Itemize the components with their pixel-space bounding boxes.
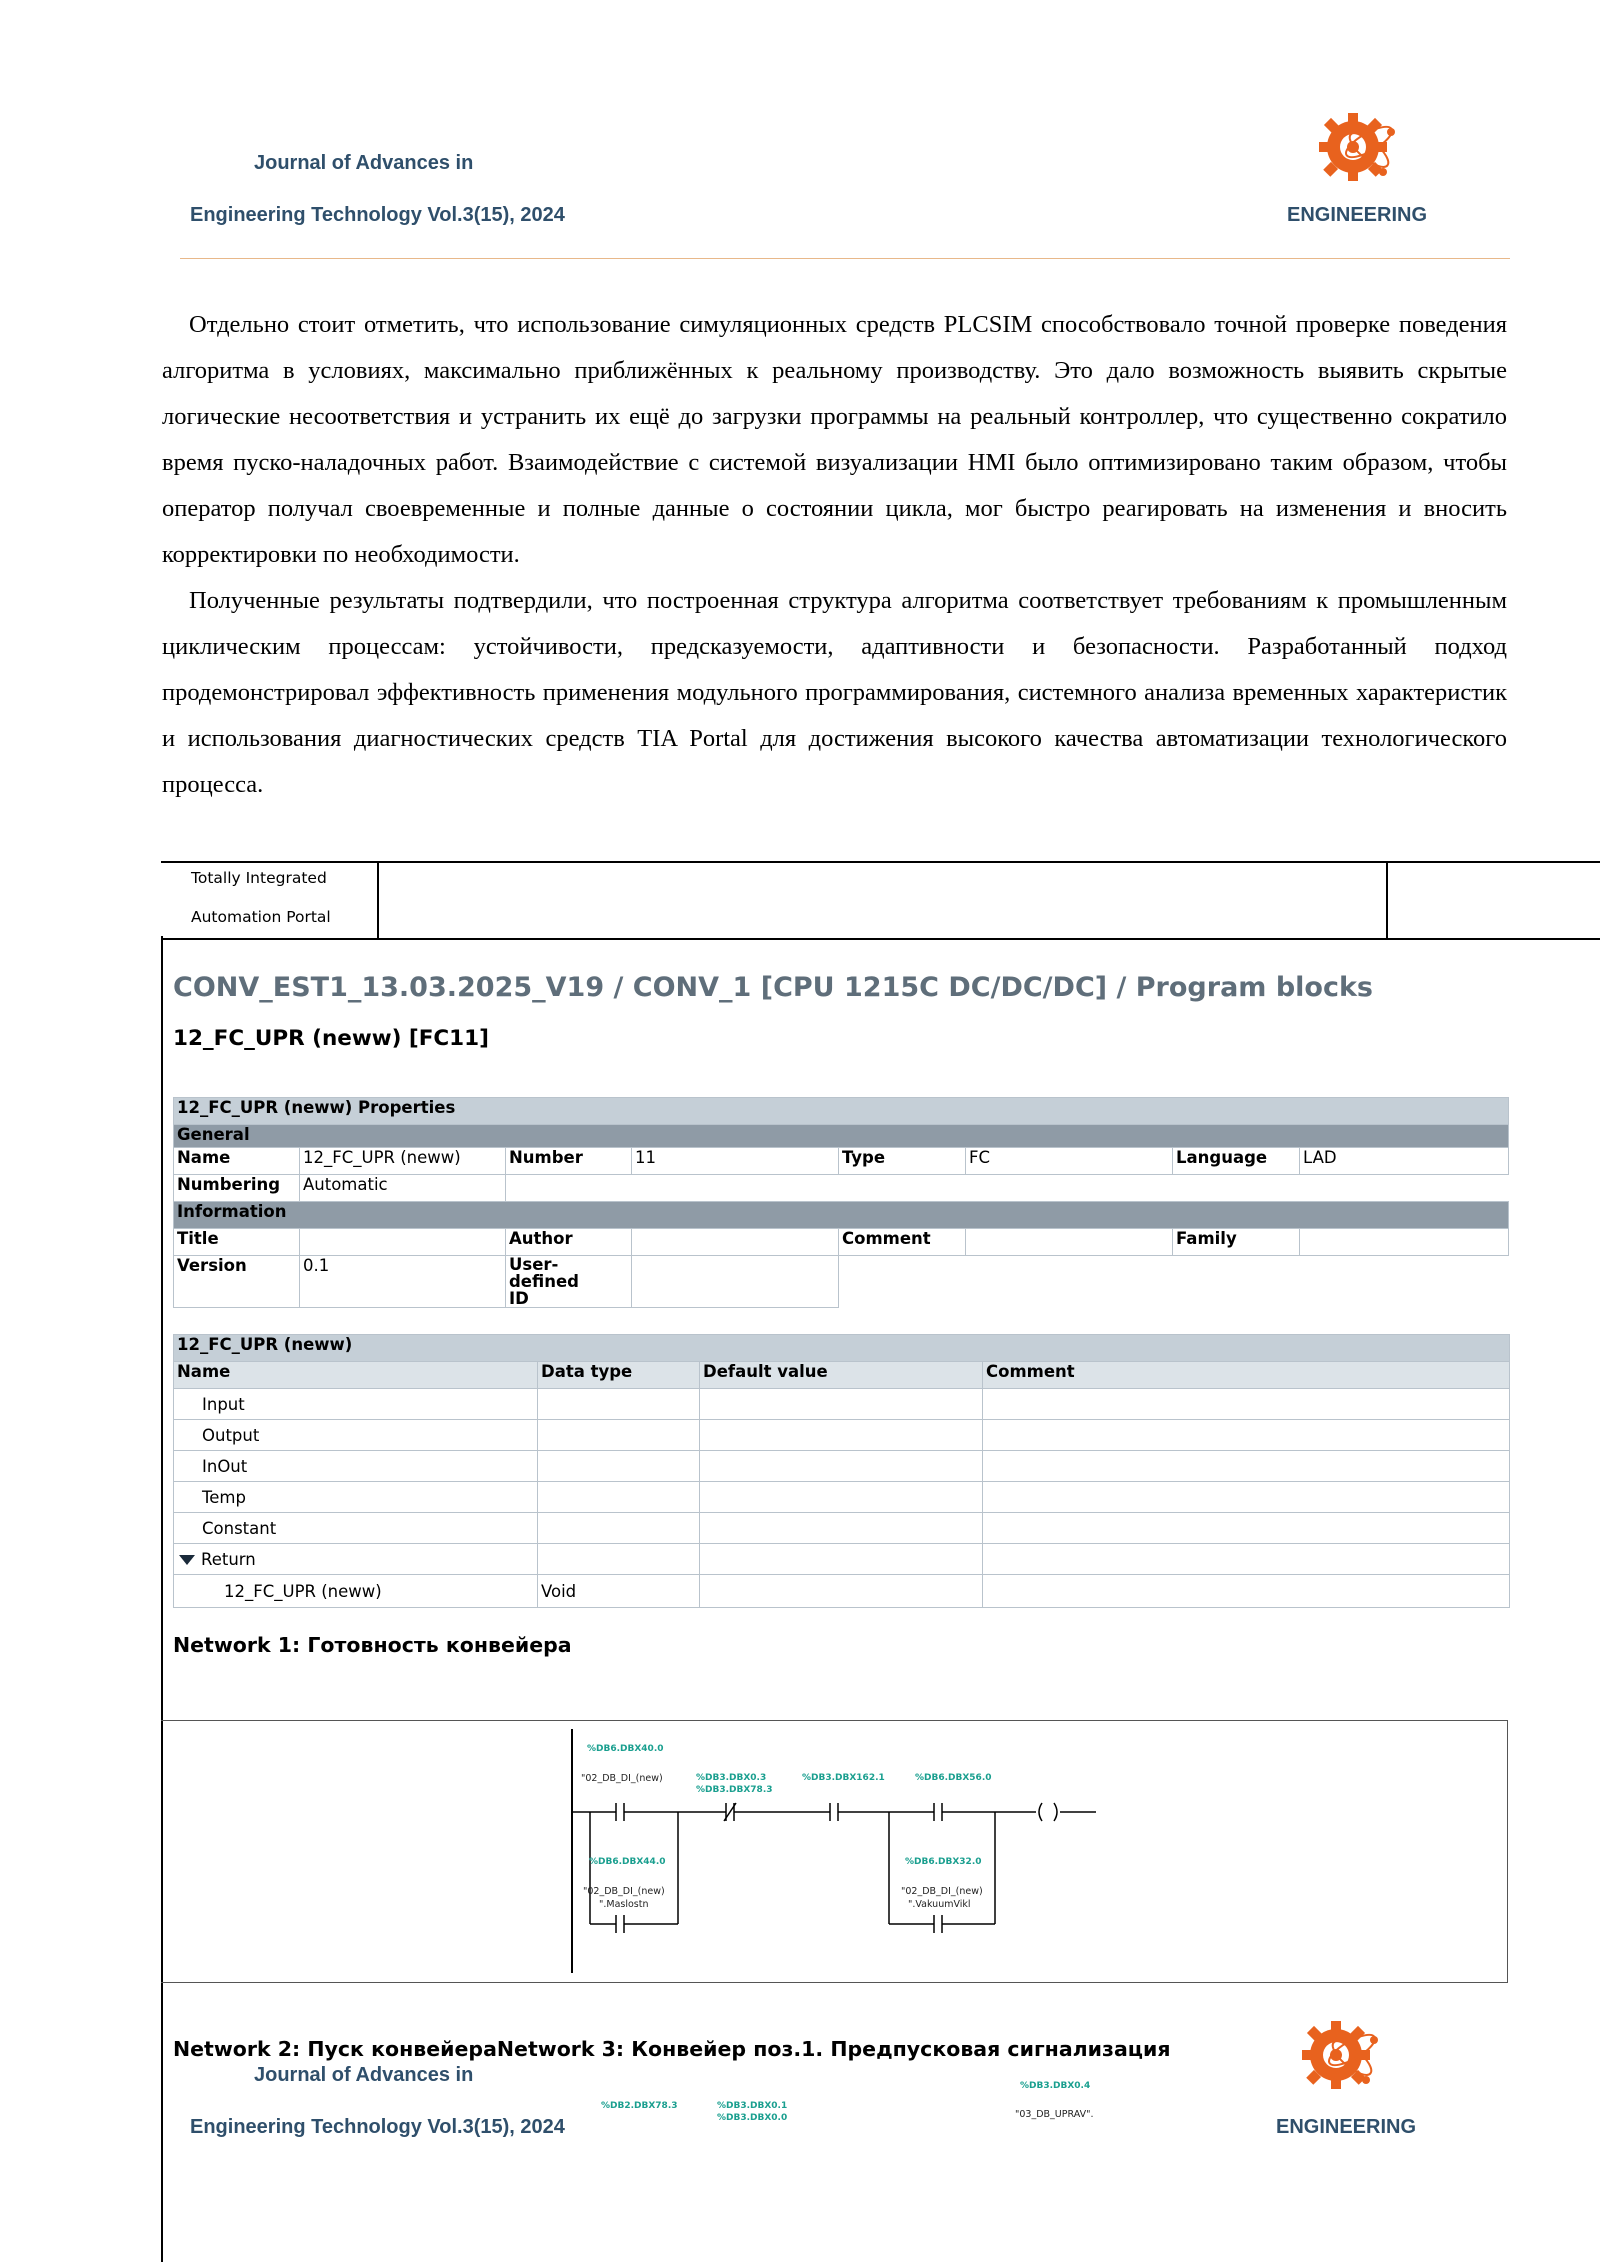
return-name: 12_FC_UPR (neww) [174,1575,538,1608]
col-data-type: Data type [538,1362,700,1389]
section-output: Output [174,1420,538,1451]
branch1-sym1: "02_DB_DI_(new) [583,1886,665,1897]
contact4-addr: %DB6.DBX56.0 [915,1773,992,1783]
network2-title: Network 2: Пуск конвейераNetwork 3: Конвейер поз.1. Предпусковая сигнализация [173,2037,1171,2061]
type-label: Type [839,1148,966,1175]
logo-label: ENGINEERING [1287,204,1428,226]
family-label: Family [1173,1229,1300,1256]
section-temp: Temp [174,1482,538,1513]
properties-header: 12_FC_UPR (neww) Properties [174,1098,1509,1125]
section-input: Input [174,1389,538,1420]
contact2-addr1: %DB3.DBX0.3 [696,1773,767,1783]
branch2-addr: %DB6.DBX32.0 [905,1857,982,1867]
footer-engineering-logo-icon [1294,2010,1384,2100]
family-value [1300,1229,1509,1256]
information-header: Information [174,1202,1509,1229]
comment-label: Comment [839,1229,966,1256]
version-empty [839,1256,1509,1308]
user-id-label [506,1256,632,1308]
footer-journal-line1: Journal of Advances in [254,2064,474,2086]
breadcrumb: CONV_EST1_13.03.2025_V19 / CONV_1 [CPU 1215C DC/DC/DC] / Program blocks [173,972,1373,1003]
col-default-value: Default value [700,1362,983,1389]
contact1-addr: %DB6.DBX40.0 [587,1744,664,1754]
numbering-value: Automatic [300,1175,506,1202]
header-divider [180,258,1510,259]
type-value: FC [966,1148,1173,1175]
expand-triangle-icon[interactable] [179,1555,195,1565]
network1-ladder-box [161,1720,1508,1983]
tia-product-line2: Automation Portal [191,908,331,926]
footer-journal-line2: Engineering Technology Vol.3(15), 2024 [190,2116,565,2138]
n2-addr2a: %DB3.DBX0.1 [717,2101,788,2111]
return-label: Return [201,1549,256,1569]
branch2-sym2: ".VakuumVikl [908,1899,971,1910]
paragraph-2: Полученные результаты подтвердили, что построенная структура алгоритма соответствует требованиям к промышленным циклическим процессам: устойчивости, предсказуемости, адаптивности и безопасности. Разработанный подход продемонстрировал эффективность применения модульного программирования, системного анализа временных характеристик и использования диагностических средств TIA Portal для достижения высокого качества автоматизации технологического процесса. [162,587,1507,798]
branch2-sym1: "02_DB_DI_(new) [901,1886,983,1897]
comment-value [966,1229,1173,1256]
title-value [300,1229,506,1256]
network2-ladder-fragment [580,2070,1140,2130]
name-label: Name [174,1148,300,1175]
paragraph-1: Отдельно стоит отметить, что использование симуляционных средств PLCSIM способствовало точной проверке поведения алгоритма в условиях, максимально приближённых к реальному производству. Это дало возможность выявить скрытые логические несоответствия и устранить их ещё до загрузки программы на реальный контроллер, что существенно сократило время пуско-наладочных работ. Взаимодействие с системой визуализации HMI было оптимизировано таким образом, чтобы оператор получал своевременные и полные данные о состоянии цикла, мог быстро реагировать на изменения и вносить корректировки по необходимости. [162,311,1507,568]
language-value: LAD [1300,1148,1509,1175]
number-value: 11 [632,1148,839,1175]
interface-header: 12_FC_UPR (neww) [174,1335,1510,1362]
number-label: Number [506,1148,632,1175]
n2-addr2b: %DB3.DBX0.0 [717,2113,788,2123]
general-header: General [174,1125,1509,1148]
block-title: 12_FC_UPR (neww) [FC11] [173,1026,489,1051]
user-id-label-1: User-defined [509,1255,579,1291]
branch1-sym2: ".Maslostn [599,1899,649,1910]
contact1-sym: "02_DB_DI_(new) [581,1773,663,1784]
tia-product-cell [161,863,379,938]
branch1-addr: %DB6.DBX44.0 [589,1857,666,1867]
body-text [162,302,1507,808]
section-constant: Constant [174,1513,538,1544]
author-label: Author [506,1229,632,1256]
col-comment: Comment [983,1362,1510,1389]
author-value [632,1229,839,1256]
coil-icon [1039,1803,1042,1821]
page-left-border [161,936,163,2262]
network1-title: Network 1: Готовность конвейера [173,1633,572,1657]
title-label: Title [174,1229,300,1256]
tia-product-line1: Totally Integrated [191,869,327,887]
numbering-label: Numbering [174,1175,300,1202]
interface-table [173,1334,1510,1608]
properties-table [173,1097,1509,1308]
name-value: 12_FC_UPR (neww) [300,1148,506,1175]
numbering-empty [506,1175,1509,1202]
contact3-addr: %DB3.DBX162.1 [802,1773,885,1783]
contact2-addr2: %DB3.DBX78.3 [696,1785,773,1795]
journal-title-line1: Journal of Advances in [254,152,474,174]
journal-title-line2: Engineering Technology Vol.3(15), 2024 [190,204,565,226]
col-name: Name [174,1362,538,1389]
footer-logo-label: ENGINEERING [1276,2116,1417,2138]
user-id-label-2: ID [509,1289,529,1308]
tia-header-box [161,861,1600,940]
section-inout: InOut [174,1451,538,1482]
section-return[interactable] [174,1544,538,1575]
n2-addr3: %DB3.DBX0.4 [1020,2081,1091,2091]
engineering-logo-icon [1311,102,1401,192]
version-label: Version [174,1256,300,1308]
tia-header-divider [1386,863,1388,938]
n2-sym3: "03_DB_UPRAV". [1015,2109,1094,2120]
language-label: Language [1173,1148,1300,1175]
return-type: Void [538,1575,700,1608]
user-id-value [632,1256,839,1308]
version-value: 0.1 [300,1256,506,1308]
n2-addr1: %DB2.DBX78.3 [601,2101,678,2111]
